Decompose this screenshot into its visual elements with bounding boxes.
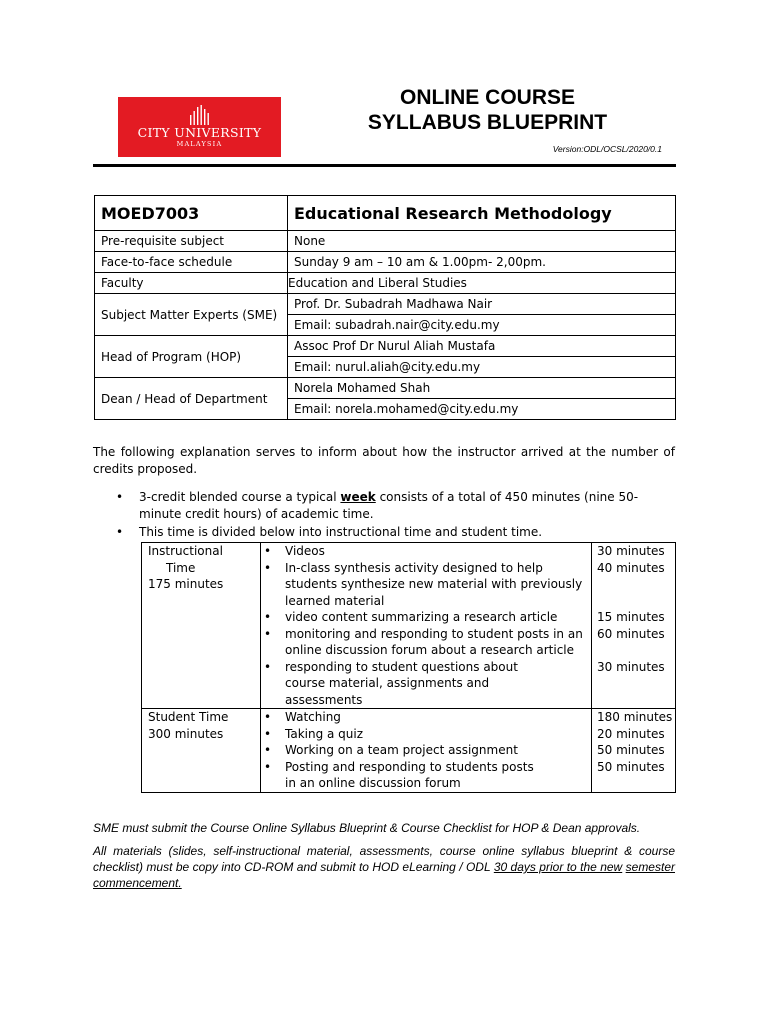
table-row xyxy=(95,231,676,252)
list-item: • Taking a quiz xyxy=(264,726,364,741)
instructional-time-row xyxy=(142,543,676,709)
instructional-minutes: 30 minutes 40 minutes 15 minutes 60 minutes 30 minutes xyxy=(592,543,676,709)
faculty-value: Education and Liberal Studies xyxy=(288,273,676,294)
list-item: • Videos xyxy=(264,544,325,558)
list-item: • monitoring and responding to student posts in an online discussion forum about a research article xyxy=(264,626,583,657)
table-row xyxy=(95,336,676,357)
course-name: Educational Research Methodology xyxy=(288,196,676,231)
instructional-activities xyxy=(261,543,592,709)
bullet-icon: • xyxy=(264,626,272,641)
instructional-time-label: Instructional Time 175 minutes xyxy=(142,543,261,709)
bullet-icon: • xyxy=(116,525,124,539)
bullet-icon: • xyxy=(264,726,272,741)
dean-name: Norela Mohamed Shah xyxy=(288,378,676,399)
student-time-label: Student Time 300 minutes xyxy=(142,709,261,793)
course-info-table xyxy=(94,195,676,420)
table-row xyxy=(95,294,676,315)
hop-label: Head of Program (HOP) xyxy=(95,336,288,378)
table-row xyxy=(95,252,676,273)
course-code: MOED7003 xyxy=(95,196,288,231)
page-title-line-2: SYLLABUS BLUEPRINT xyxy=(367,111,608,134)
deadline-text: 30 days prior to the new xyxy=(493,860,623,874)
logo-subtitle: MALAYSIA xyxy=(176,140,223,148)
schedule-label: Face-to-face schedule xyxy=(95,252,288,273)
course-header-row xyxy=(95,196,676,231)
schedule-value: Sunday 9 am – 10 am & 1.00pm- 2,00pm. xyxy=(288,252,676,273)
sme-label: Subject Matter Experts (SME) xyxy=(95,294,288,336)
dean-email: Email: norela.mohamed@city.edu.my xyxy=(288,399,676,420)
student-total: 300 minutes xyxy=(148,726,224,741)
sme-name: Prof. Dr. Subadrah Madhawa Nair xyxy=(288,294,676,315)
intro-paragraph: The following explanation serves to inform about how the instructor arrived at the number of credits proposed. xyxy=(93,445,675,476)
hop-name: Assoc Prof Dr Nurul Aliah Mustafa xyxy=(288,336,676,357)
sme-email: Email: subadrah.nair@city.edu.my xyxy=(288,315,676,336)
header-divider xyxy=(93,164,676,167)
bullet-icon: • xyxy=(264,759,272,774)
tower-logo-icon xyxy=(188,105,212,125)
materials-note: All materials (slides, self-instructional material, assessments, course online syllabus blueprint & course checklist) must be copy into CD-ROM and submit to HOD eLearning / ODL 30 days prior to the new semester commencement. xyxy=(93,844,675,890)
time-breakdown-table xyxy=(141,542,676,793)
bullet-icon: • xyxy=(264,544,272,558)
student-activities xyxy=(261,709,592,793)
bold-week: week xyxy=(340,490,376,504)
bullet-icon: • xyxy=(264,710,272,724)
list-item: • Working on a team project assignment xyxy=(264,743,518,757)
sme-submission-note: SME must submit the Course Online Syllabus Blueprint & Course Checklist for HOP & Dean approvals. xyxy=(93,821,641,835)
version-label: Version:ODL/OCSL/2020/0.1 xyxy=(552,144,662,154)
table-row xyxy=(95,273,676,294)
hop-email: Email: nurul.aliah@city.edu.my xyxy=(288,357,676,378)
list-item: • responding to student questions about course material, assignments and assessments xyxy=(264,659,518,707)
list-item: • Watching xyxy=(264,710,341,724)
bullet-icon: • xyxy=(116,490,124,504)
page-title-line-1: ONLINE COURSE xyxy=(399,86,575,109)
list-item: • In-class synthesis activity designed to help students synthesize new material with previously learned material xyxy=(264,560,583,608)
prereq-value: None xyxy=(288,231,676,252)
instructional-total: 175 minutes xyxy=(148,577,224,591)
bullet-icon: • xyxy=(264,560,272,575)
table-row xyxy=(95,378,676,399)
list-item: • video content summarizing a research article xyxy=(264,610,558,624)
bullet-icon: • xyxy=(264,659,272,674)
dean-label: Dean / Head of Department xyxy=(95,378,288,420)
logo-name: CITY UNIVERSITY xyxy=(137,125,262,140)
bullet-icon: • xyxy=(264,743,272,757)
student-minutes: 180 minutes 20 minutes 50 minutes 50 minutes xyxy=(592,709,676,793)
university-logo xyxy=(118,97,281,157)
commencement-text: semester commencement. xyxy=(93,860,675,890)
student-time-row xyxy=(142,709,676,793)
prereq-label: Pre-requisite subject xyxy=(95,231,288,252)
bullet-icon: • xyxy=(264,610,272,624)
faculty-label: Faculty xyxy=(95,273,288,294)
list-item: • Posting and responding to students posts in an online discussion forum xyxy=(264,759,534,790)
